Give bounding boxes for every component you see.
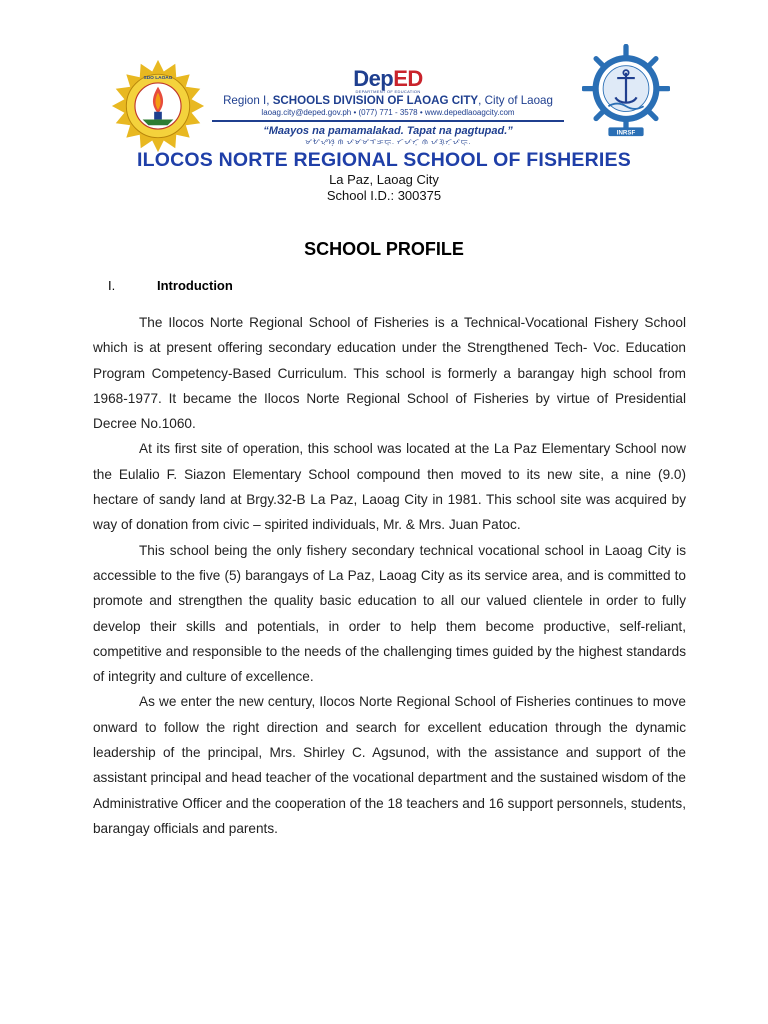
school-name: ILOCOS NORTE REGIONAL SCHOOL OF FISHERIES <box>137 149 631 171</box>
motto-baybayin: ᜋᜀᜌᜓᜐ᜔ ᜈ ᜉᜋᜋᜎᜃᜇ᜔. ᜆᜉᜆ᜔ ᜈ ᜉᜄ᜔ᜆᜓᜉᜇ᜔. <box>305 138 471 146</box>
section-number: I. <box>108 278 116 293</box>
svg-text:SDO LAOAG: SDO LAOAG <box>143 76 173 82</box>
svg-text:INRSF: INRSF <box>616 129 636 137</box>
section-label: Introduction <box>157 278 233 293</box>
paragraph: As we enter the new century, Ilocos Norte Regional School of Fisheries continues to move onward to follow the right direction and search for excellent education through the dynamic leadership of the principal, Mrs. Shirley C. Agsunod, with the assistance and support of the assistant principal and head teacher of the vocational department and the sustained wisdom of the Administrative Officer and the cooperation of the 18 teachers and 16 support personnels, students, barangay officials and parents. <box>93 694 686 836</box>
body-text <box>93 310 686 841</box>
contact-line: laoag.city@deped.gov.ph • (077) 771 - 3578 • www.depedlaoagcity.com <box>261 108 515 117</box>
deped-header <box>212 68 564 147</box>
paragraph: This school being the only fishery secondary technical vocational school in Laoag City is accessible to the five (5) barangays of La Paz, Laoag City as its service area, and is committed to promote and strengthen the quality basic education to all our valued clientele in order to fully develop their skills and potentials, in order to help them become productive, self-reliant, competitive and responsible to the needs of the challenging times guided by the highest standards of integrity and culture of excellence. <box>93 542 686 685</box>
header-divider <box>212 120 564 122</box>
school-address: La Paz, Laoag City <box>329 172 439 187</box>
region-line: Region I, SCHOOLS DIVISION OF LAOAG CITY, City of Laoag <box>223 94 553 107</box>
section-heading <box>108 278 233 293</box>
letterhead <box>0 0 768 160</box>
paragraph: At its first site of operation, this school was located at the La Paz Elementary School now the Eulalio F. Siazon Elementary School compound then moved to its new site, a nine (9.0) hectare of sandy land at Brgy.32-B La Paz, Laoag City in 1981. This school site was acquired by way of donation from civic – spirited individuals, Mr. & Mrs. Juan Patoc. <box>93 441 686 533</box>
school-seal-icon <box>582 44 670 142</box>
paragraph: The Ilocos Norte Regional School of Fisheries is a Technical-Vocational Fishery School which is at present offering secondary education under the Strengthened Tech- Voc. Education Program Competency-Based Curriculum. This school is formerly a barangay high school from 1968-1977. It became the Ilocos Norte Regional School of Fisheries by virtue of Presidential Decree No.1060. <box>93 315 686 432</box>
deped-subtitle: DEPARTMENT OF EDUCATION <box>355 89 421 94</box>
motto: “Maayos na pamamalakad. Tapat na pagtupad.” <box>263 124 513 137</box>
school-address-block <box>0 172 768 204</box>
division-seal-icon <box>110 58 206 154</box>
page-title: SCHOOL PROFILE <box>304 239 464 259</box>
school-id: School I.D.: 300375 <box>326 188 442 203</box>
deped-logo: DepED <box>353 66 423 91</box>
